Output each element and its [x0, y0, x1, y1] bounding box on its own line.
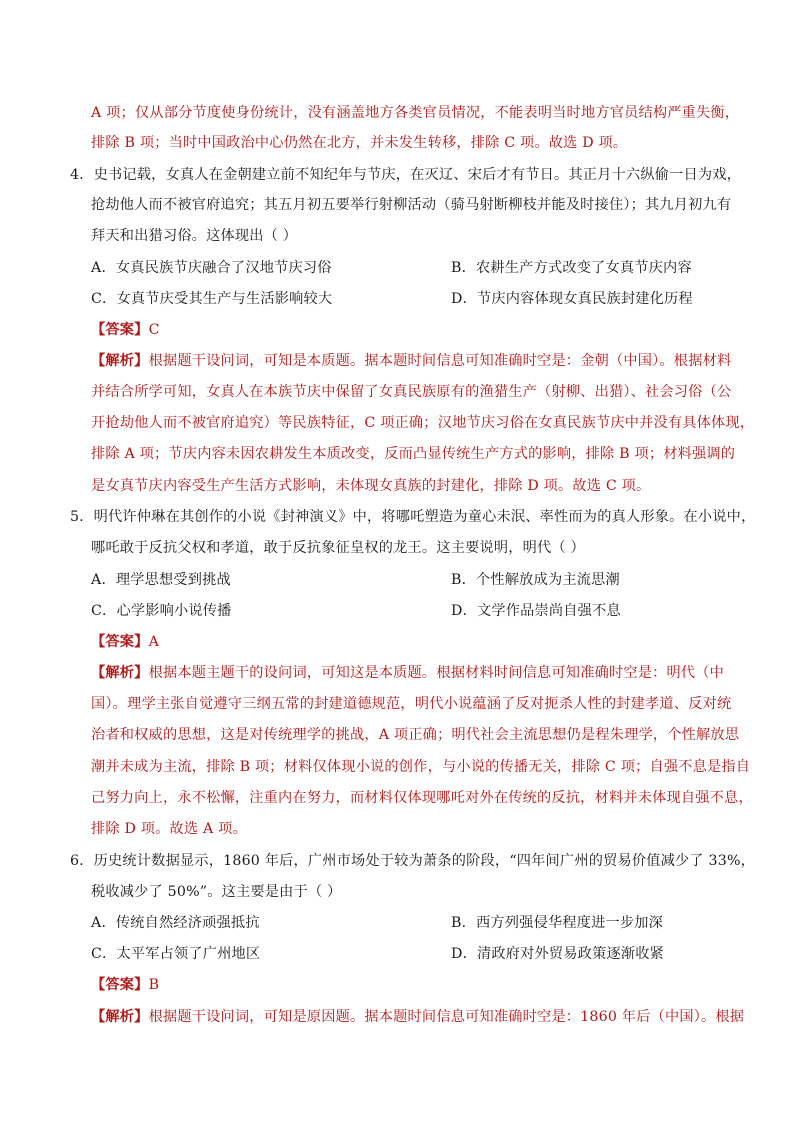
- q6-answer-value: B: [148, 977, 160, 993]
- q5-analysis-text-1: 根据本题主题干的设问词，可知这是本质题。根据材料时间信息可知准确时空是：明代（中: [148, 665, 725, 681]
- q5-analysis-line-5: 己努力向上，永不松懈，注重内在努力，而材料仅体现哪吒对外在传统的反抗，材料并未体现自强不息，: [91, 790, 753, 806]
- q6-option-d: D．清政府对外贸易政策逐渐收紧: [451, 946, 665, 962]
- q5-analysis-line-4: 潮并未成为主流，排除 B 项；材料仅体现小说的创作，与小说的传播无关，排除 C 项；自强不息是指自: [91, 759, 751, 775]
- q5-answer-line: [91, 632, 159, 652]
- prev-analysis-line-2: 排除 B 项；当时中国政治中心仍然在北方，并未发生转移，排除 C 项。故选 D 项。: [91, 135, 628, 151]
- q6-option-b: B．西方列强侵华程度进一步加深: [451, 915, 664, 931]
- q4-analysis-line-3: 开抢劫他人而不被官府追究）等民族特征，C 项正确；汉地节庆习俗在女真民族节庆中并没有具体体现，: [91, 415, 755, 431]
- q5-analysis-line-1: [91, 663, 724, 683]
- q5-option-b: B．个性解放成为主流思潮: [451, 572, 620, 588]
- prev-analysis-line-1: A 项；仅从部分节度使身份统计，没有涵盖地方各类官员情况，不能表明当时地方官员结构严重失衡，: [91, 105, 740, 121]
- q6-answer-line: [91, 975, 159, 995]
- q4-answer-value: C: [148, 322, 160, 338]
- q4-number: 4．: [70, 167, 94, 183]
- q4-stem-text-1: 史书记载，女真人在金朝建立前不知纪年与节庆，在灭辽、宋后才有节日。其正月十六纵偷一日为戏，: [93, 167, 742, 183]
- q5-stem-line-2: 哪吒敢于反抗父权和孝道，敢于反抗象征皇权的龙王。这主要说明，明代（ ）: [91, 540, 585, 556]
- q4-answer-line: [91, 320, 160, 340]
- q4-option-c: C．女真节庆受其生产与生活影响较大: [91, 291, 333, 307]
- q5-options-row-2: [91, 601, 731, 621]
- q6-number: 6．: [70, 853, 94, 869]
- q5-option-c: C．心学影响小说传播: [91, 603, 232, 619]
- q6-analysis-text-1: 根据题干设问词，可知是原因题。据本题时间信息可知准确时空是：1860 年后（中国）。根据: [148, 1009, 745, 1025]
- q4-stem-line-2: 抢劫他人而不被官府追究；其五月初五要举行射柳活动（骑马射断柳枝并能及时接住）；其九月初九有: [91, 197, 732, 213]
- q4-option-d: D．节庆内容体现女真民族封建化历程: [451, 291, 693, 307]
- q5-stem-line-1: [70, 507, 755, 527]
- q4-option-b: B．农耕生产方式改变了女真节庆内容: [451, 260, 692, 276]
- q4-analysis-text-1: 根据题干设问词，可知是本质题。据本题时间信息可知准确时空是：金朝（中国）。根据材料: [148, 353, 732, 369]
- q4-analysis-line-4: 排除 A 项；节庆内容未因农耕发生本质改变，反而凸显传统生产方式的影响，排除 B 项；材料强调的: [91, 446, 736, 462]
- q4-answer-label: 【答案】: [91, 322, 149, 338]
- q6-stem-text-1: 历史统计数据显示，1860 年后，广州市场处于较为萧条的阶段，“四年间广州的贸易价值减少了 33%，: [93, 853, 756, 869]
- q4-stem-line-3: 拜天和出猎习俗。这体现出（ ）: [91, 228, 298, 244]
- q5-answer-value: A: [148, 634, 160, 650]
- q6-analysis-label: 【解析】: [91, 1009, 149, 1025]
- q5-number: 5．: [70, 509, 94, 525]
- q5-answer-label: 【答案】: [91, 634, 149, 650]
- q6-analysis-line-1: [91, 1007, 744, 1027]
- q6-options-row-1: [91, 913, 731, 933]
- q5-option-a: A．理学思想受到挑战: [91, 572, 231, 588]
- q6-option-a: A．传统自然经济顽强抵抗: [91, 915, 260, 931]
- q6-stem-line-2: 税收减少了 50%”。这主要是由于（ ）: [91, 884, 342, 900]
- q4-options-row-1: [91, 258, 731, 278]
- q5-analysis-label: 【解析】: [91, 665, 149, 681]
- q4-analysis-line-1: [91, 351, 731, 371]
- q5-option-d: D．文学作品崇尚自强不息: [451, 603, 621, 619]
- q5-analysis-line-3: 治者和权威的思想，这是对传统理学的挑战，A 项正确；明代社会主流思想仍是程朱理学，个性解放思: [91, 727, 740, 743]
- q4-analysis-label: 【解析】: [91, 353, 149, 369]
- q4-stem-line-1: [70, 165, 741, 185]
- q5-options-row-1: [91, 570, 731, 590]
- q4-option-a: A．女真民族节庆融合了汉地节庆习俗: [91, 260, 332, 276]
- q5-analysis-line-6: 排除 D 项。故选 A 项。: [91, 821, 247, 837]
- q5-stem-text-1: 明代许仲琳在其创作的小说《封神演义》中，将哪吒塑造为童心未泯、率性而为的真人形象。在小说中，: [93, 509, 756, 525]
- q5-analysis-line-2: 国）。理学主张自觉遵守三纲五常的封建道德规范，明代小说蕴涵了反对扼杀人性的封建孝道、反对统: [91, 696, 732, 712]
- q6-options-row-2: [91, 944, 731, 964]
- q6-answer-label: 【答案】: [91, 977, 149, 993]
- q4-options-row-2: [91, 289, 731, 309]
- q6-option-c: C．太平军占领了广州地区: [91, 946, 261, 962]
- q4-analysis-line-5: 是女真节庆内容受生产生活方式影响，未体现女真族的封建化，排除 D 项。故选 C 项。: [91, 478, 651, 494]
- q4-analysis-line-2: 并结合所学可知，女真人在本族节庆中保留了女真民族原有的渔猎生产（射柳、出猎）、社会习俗（公: [91, 384, 732, 400]
- q6-stem-line-1: [70, 851, 755, 871]
